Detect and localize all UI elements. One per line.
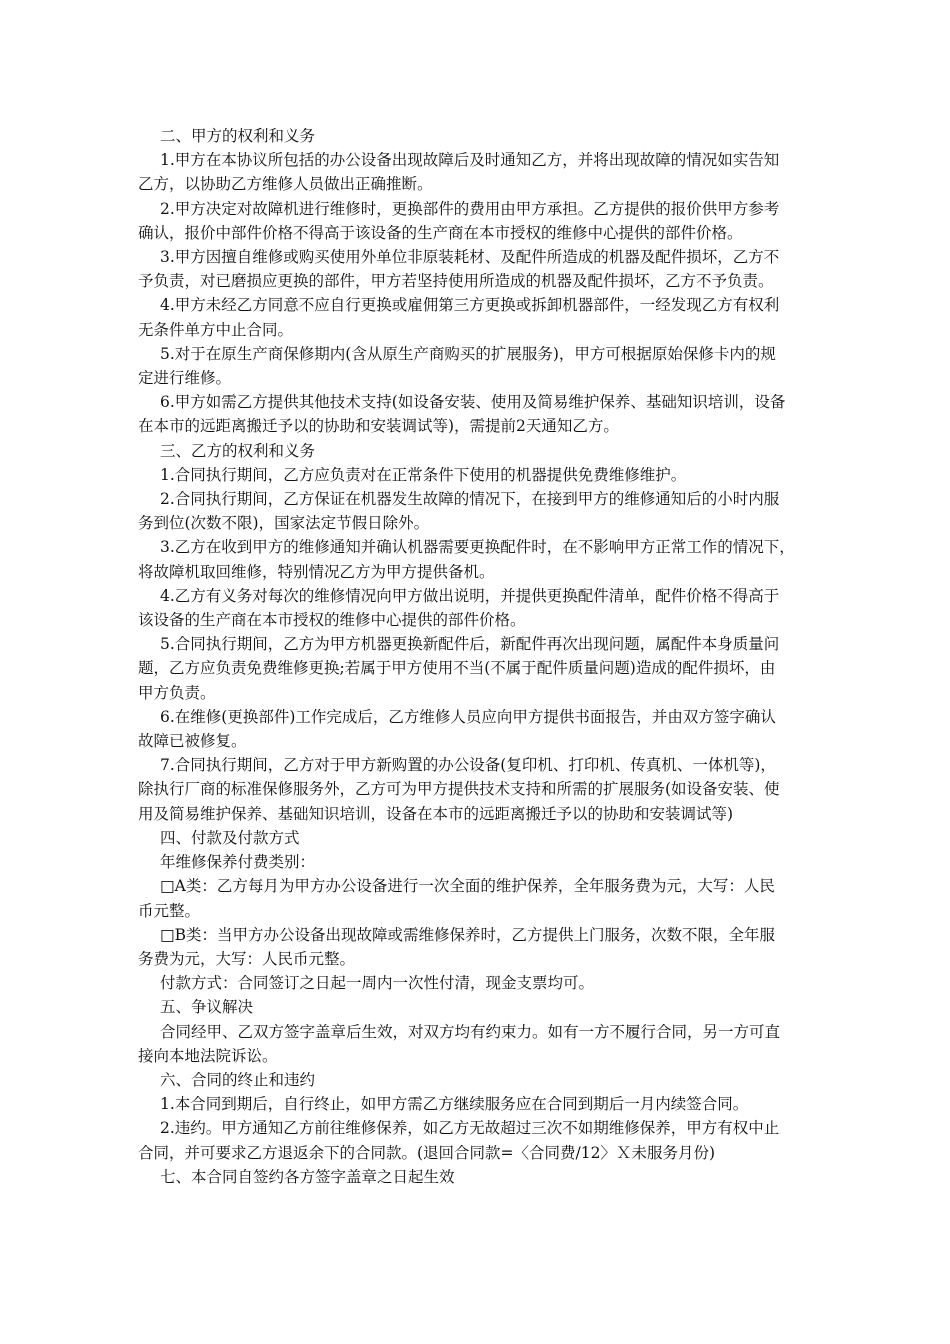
paragraph-first-line: 四、付款及付款方式 xyxy=(160,828,300,847)
paragraph-continuation-line: 予负责，对已磨损应更换的部件，甲方若坚持使用所造成的机器及配件损坏，乙方不予负责。 xyxy=(138,272,774,291)
paragraph-continuation-line: 合同，并可要求乙方退返余下的合同款。(退回合同款=〈合同费/12〉Ｘ未服务月份) xyxy=(138,1143,716,1162)
paragraph-first-line: 5.对于在原生产商保修期内(含从原生产商购买的扩展服务)，甲方可根据原始保修卡内的规 xyxy=(160,344,776,363)
paragraph-first-line: 2.合同执行期间，乙方保证在机器发生故障的情况下，在接到甲方的维修通知后的小时内服 xyxy=(160,490,780,509)
contract-page xyxy=(138,124,818,1189)
paragraph-continuation-line: 甲方负责。 xyxy=(138,683,216,702)
paragraph-first-line: 1.本合同到期后，自行终止，如甲方需乙方继续服务应在合同到期后一月内续签合同。 xyxy=(160,1095,749,1114)
paragraph-first-line: 付款方式：合同签订之日起一周内一次性付清，现金支票均可。 xyxy=(160,974,595,993)
paragraph-first-line: 4.乙方有义务对每次的维修情况向甲方做出说明，并提供更换配件清单，配件价格不得高于 xyxy=(160,586,780,605)
paragraph-first-line: 六、合同的终止和违约 xyxy=(160,1070,316,1089)
paragraph-first-line: 7.合同执行期间，乙方对于甲方新购置的办公设备(复印机、打印机、传真机、一体机等)， xyxy=(160,756,776,775)
paragraph-first-line: 6.甲方如需乙方提供其他技术支持(如设备安装、使用及简易维护保养、基础知识培训，设备 xyxy=(160,393,786,412)
paragraph-first-line: 年维修保养付费类别： xyxy=(160,853,316,872)
paragraph-continuation-line: 题，乙方应负责免费维修更换;若属于甲方使用不当(不属于配件质量问题)造成的配件损坏，由 xyxy=(138,659,776,678)
paragraph-first-line: 五、争议解决 xyxy=(160,998,254,1017)
paragraph-continuation-line: 除执行厂商的标准保修服务外，乙方可为甲方提供技术支持和所需的扩展服务(如设备安装、使 xyxy=(138,780,780,799)
paragraph-continuation-line: 将故障机取回维修，特别情况乙方为甲方提供备机。 xyxy=(138,562,495,581)
paragraph-first-line: □B类：当甲方办公设备出现故障或需维修保养时，乙方提供上门服务，次数不限，全年服 xyxy=(160,925,776,944)
paragraph-continuation-line: 定进行维修。 xyxy=(138,369,232,388)
paragraph-continuation-line: 接向本地法院诉讼。 xyxy=(138,1046,278,1065)
paragraph-first-line: 二、甲方的权利和义务 xyxy=(160,127,316,145)
paragraph-continuation-line: 币元整。 xyxy=(138,901,201,920)
paragraph-first-line: 3.甲方因擅自维修或购买使用外单位非原装耗材、及配件所造成的机器及配件损坏，乙方不 xyxy=(160,248,780,267)
paragraph-continuation-line: 务费为元，大写：人民币元整。 xyxy=(138,949,356,968)
paragraph-continuation-line: 该设备的生产商在本市授权的维修中心提供的部件价格。 xyxy=(138,611,526,630)
paragraph-first-line: 2.甲方决定对故障机进行维修时，更换部件的费用由甲方承担。乙方提供的报价供甲方参考 xyxy=(160,199,780,218)
paragraph-first-line: 三、乙方的权利和义务 xyxy=(160,441,316,460)
paragraph-first-line: 5.合同执行期间，乙方为甲方机器更换新配件后，新配件再次出现问题，属配件本身质量问 xyxy=(160,635,780,654)
paragraph-first-line: 1.合同执行期间，乙方应负责对在正常条件下使用的机器提供免费维修维护。 xyxy=(160,465,687,484)
paragraph-continuation-line: 确认，报价中部件价格不得高于该设备的生产商在本市授权的维修中心提供的部件价格。 xyxy=(138,223,743,242)
paragraph-continuation-line: 乙方，以协助乙方维修人员做出正确推断。 xyxy=(138,175,433,194)
paragraph-first-line: 6.在维修(更换部件)工作完成后，乙方维修人员应向甲方提供书面报告，并由双方签字确认 xyxy=(160,707,776,726)
paragraph-continuation-line: 无条件单方中止合同。 xyxy=(138,320,294,339)
paragraph-continuation-line: 用及简易维护保养、基础知识培训，设备在本市的远距离搬迁予以的协助和安装调试等) xyxy=(138,804,734,823)
paragraph-first-line: 3.乙方在收到甲方的维修通知并确认机器需要更换配件时，在不影响甲方正常工作的情况下， xyxy=(160,538,795,557)
paragraph-first-line: 合同经甲、乙双方签字盖章后生效，对双方均有约束力。如有一方不履行合同，另一方可直 xyxy=(160,1022,781,1041)
paragraph-first-line: 1.甲方在本协议所包括的办公设备出现故障后及时通知乙方，并将出现故障的情况如实告知 xyxy=(160,151,780,170)
paragraph-continuation-line: 在本市的远距离搬迁予以的协助和安装调试等)，需提前2天通知乙方。 xyxy=(138,417,619,436)
paragraph-continuation-line: 务到位(次数不限)，国家法定节假日除外。 xyxy=(138,514,430,533)
paragraph-first-line: 2.违约。甲方通知乙方前往维修保养，如乙方无故超过三次不如期维修保养，甲方有权中止 xyxy=(160,1119,780,1138)
paragraph-continuation-line: 故障已被修复。 xyxy=(138,732,247,751)
paragraph-first-line: 4.甲方未经乙方同意不应自行更换或雇佣第三方更换或拆卸机器部件，一经发现乙方有权利 xyxy=(160,296,780,315)
paragraph-first-line: 七、本合同自签约各方签字盖章之日起生效 xyxy=(160,1167,455,1186)
paragraph-first-line: □A类：乙方每月为甲方办公设备进行一次全面的维护保养，全年服务费为元，大写：人民 xyxy=(160,877,775,896)
